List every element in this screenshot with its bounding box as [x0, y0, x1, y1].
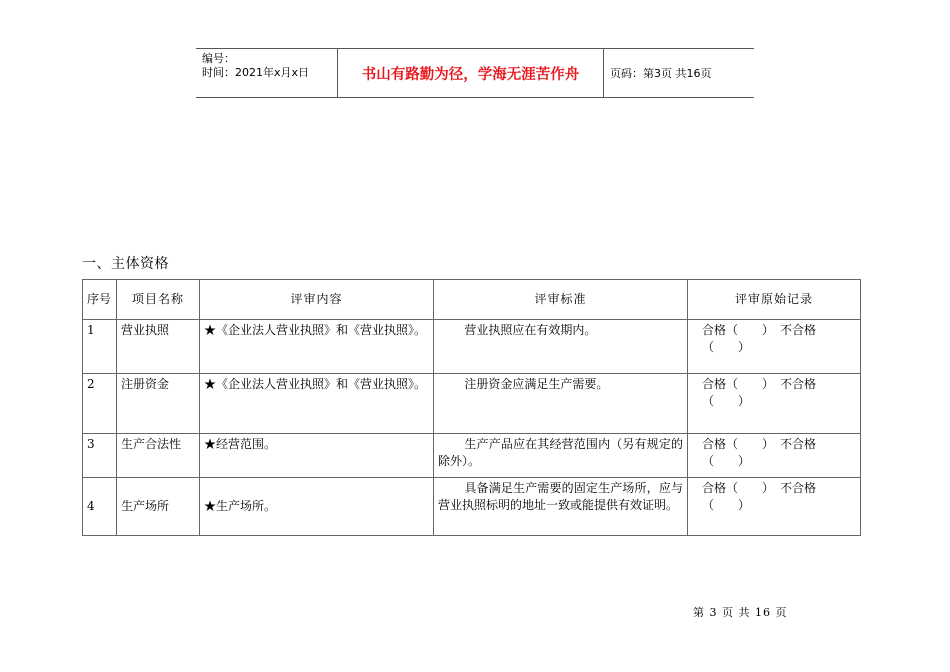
table-row [83, 320, 861, 374]
row-no: 2 [83, 374, 117, 434]
qualification-table [82, 279, 861, 536]
page-footer: 第 3 页 共 16 页 [693, 606, 788, 619]
row-content: ★生产场所。 [200, 478, 434, 536]
header-name: 项目名称 [117, 280, 200, 320]
table-row [83, 374, 861, 434]
row-no: 1 [83, 320, 117, 374]
header-motto: 书山有路勤为径，学海无涯苦作舟 [338, 49, 604, 97]
row-standard: 具备满足生产需要的固定生产场所，应与营业执照标明的地址一致或能提供有效证明。 [434, 478, 688, 536]
header-content: 评审内容 [200, 280, 434, 320]
time-label: 时间：2021年x月x日 [202, 66, 310, 79]
row-record: 合格（ ） 不合格（ ） [688, 478, 861, 536]
header-standard: 评审标准 [434, 280, 688, 320]
table-row [83, 434, 861, 478]
table-row [83, 478, 861, 536]
row-content: ★经营范围。 [200, 434, 434, 478]
row-name: 注册资金 [117, 374, 200, 434]
row-record: 合格（ ） 不合格（ ） [688, 320, 861, 374]
row-name: 生产合法性 [117, 434, 200, 478]
header-record: 评审原始记录 [688, 280, 861, 320]
row-content: ★《企业法人营业执照》和《营业执照》。 [200, 320, 434, 374]
header-meta [196, 49, 338, 97]
row-name: 生产场所 [117, 478, 200, 536]
header-no: 序号 [83, 280, 117, 320]
row-standard: 生产产品应在其经营范围内（另有规定的除外）。 [434, 434, 688, 478]
header-page-code: 页码：第3页 共16页 [610, 67, 712, 80]
row-name: 营业执照 [117, 320, 200, 374]
table-header-row [83, 280, 861, 320]
row-standard: 营业执照应在有效期内。 [434, 320, 688, 374]
section-title: 一、主体资格 [82, 256, 169, 272]
row-standard: 注册资金应满足生产需要。 [434, 374, 688, 434]
number-label: 编号： [202, 52, 235, 65]
row-no: 4 [83, 478, 117, 536]
row-no: 3 [83, 434, 117, 478]
row-content: ★《企业法人营业执照》和《营业执照》。 [200, 374, 434, 434]
row-record: 合格（ ） 不合格（ ） [688, 374, 861, 434]
row-record: 合格（ ） 不合格（ ） [688, 434, 861, 478]
document-header [196, 48, 754, 98]
